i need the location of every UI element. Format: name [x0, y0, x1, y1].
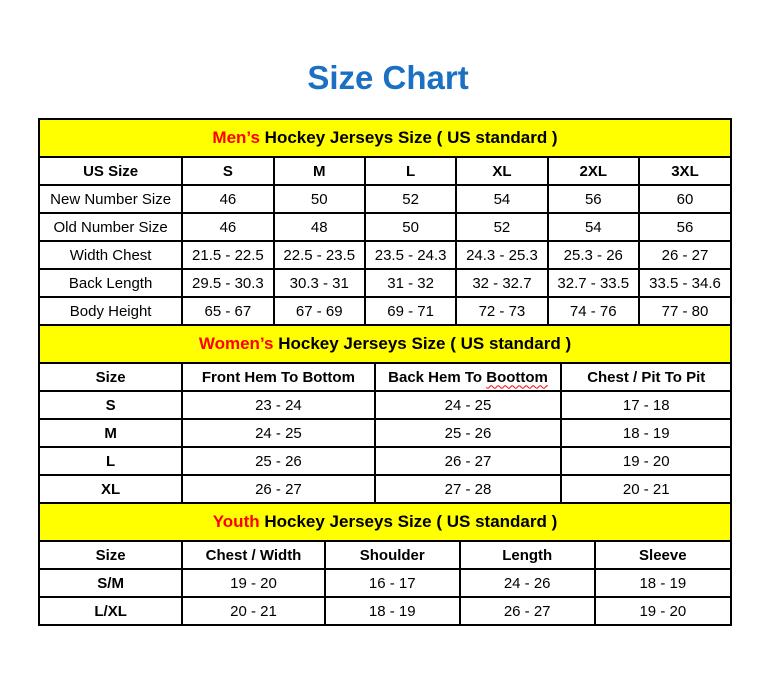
data-cell: 25 - 26: [375, 419, 562, 447]
data-cell: 23.5 - 24.3: [365, 241, 456, 269]
column-header: Chest / Width: [182, 541, 325, 569]
row-label: L/XL: [39, 597, 182, 625]
table-row: [39, 241, 731, 269]
data-cell: 26 - 27: [375, 447, 562, 475]
section-band-highlight: Youth: [212, 512, 260, 531]
data-cell: 23 - 24: [182, 391, 374, 419]
data-cell: 26 - 27: [182, 475, 374, 503]
data-cell: 24 - 25: [375, 391, 562, 419]
data-cell: 18 - 19: [325, 597, 460, 625]
data-cell: 18 - 19: [561, 419, 731, 447]
data-cell: 48: [274, 213, 365, 241]
table-row: [39, 569, 731, 597]
data-cell: 65 - 67: [182, 297, 273, 325]
data-cell: 25.3 - 26: [548, 241, 639, 269]
data-cell: 56: [548, 185, 639, 213]
data-cell: 24.3 - 25.3: [456, 241, 547, 269]
section-band-highlight: Women’s: [198, 334, 274, 353]
row-label: Width Chest: [39, 241, 182, 269]
data-cell: 32 - 32.7: [456, 269, 547, 297]
row-label: Back Length: [39, 269, 182, 297]
data-cell: 77 - 80: [639, 297, 731, 325]
column-header: Size: [39, 363, 182, 391]
column-header: Length: [460, 541, 595, 569]
data-cell: 26 - 27: [639, 241, 731, 269]
column-header: Shoulder: [325, 541, 460, 569]
data-cell: 50: [274, 185, 365, 213]
data-cell: 20 - 21: [561, 475, 731, 503]
data-cell: 60: [639, 185, 731, 213]
size-tables-container: [38, 118, 732, 626]
misspelled-word: Boottom: [486, 368, 548, 386]
column-header: [375, 363, 562, 391]
column-header: XL: [456, 157, 547, 185]
column-header: Size: [39, 541, 182, 569]
data-cell: 25 - 26: [182, 447, 374, 475]
data-cell: 16 - 17: [325, 569, 460, 597]
section-band-text: Hockey Jerseys Size ( US standard ): [259, 512, 558, 531]
table-row: [39, 475, 731, 503]
column-header: 3XL: [639, 157, 731, 185]
data-cell: 67 - 69: [274, 297, 365, 325]
column-header: Chest / Pit To Pit: [561, 363, 731, 391]
data-cell: 46: [182, 185, 273, 213]
data-cell: 22.5 - 23.5: [274, 241, 365, 269]
data-cell: 52: [365, 185, 456, 213]
data-cell: 19 - 20: [595, 597, 731, 625]
section-band: [39, 119, 731, 157]
data-cell: 56: [639, 213, 731, 241]
section-band: [39, 503, 731, 541]
data-cell: 54: [456, 185, 547, 213]
data-cell: 52: [456, 213, 547, 241]
column-header: Sleeve: [595, 541, 731, 569]
data-cell: 19 - 20: [182, 569, 325, 597]
row-label: XL: [39, 475, 182, 503]
row-label: M: [39, 419, 182, 447]
data-cell: 17 - 18: [561, 391, 731, 419]
column-header: US Size: [39, 157, 182, 185]
data-cell: 20 - 21: [182, 597, 325, 625]
data-cell: 18 - 19: [595, 569, 731, 597]
data-cell: 46: [182, 213, 273, 241]
column-header: Front Hem To Bottom: [182, 363, 374, 391]
data-cell: 50: [365, 213, 456, 241]
column-header: 2XL: [548, 157, 639, 185]
section-band-row: [39, 119, 731, 157]
table-row: [39, 297, 731, 325]
data-cell: 26 - 27: [460, 597, 595, 625]
column-header-row: [39, 363, 731, 391]
section-band-row: [39, 325, 731, 363]
row-label: S/M: [39, 569, 182, 597]
data-cell: 30.3 - 31: [274, 269, 365, 297]
womens-size-table: [38, 324, 732, 504]
row-label: Old Number Size: [39, 213, 182, 241]
page-title: Size Chart: [307, 59, 469, 96]
data-cell: 32.7 - 33.5: [548, 269, 639, 297]
table-row: [39, 185, 731, 213]
youth-size-table: [38, 502, 732, 626]
row-label: New Number Size: [39, 185, 182, 213]
section-band-row: [39, 503, 731, 541]
table-row: [39, 269, 731, 297]
data-cell: 74 - 76: [548, 297, 639, 325]
row-label: Body Height: [39, 297, 182, 325]
data-cell: 24 - 25: [182, 419, 374, 447]
table-row: [39, 213, 731, 241]
section-band-highlight: Men’s: [212, 128, 260, 147]
data-cell: 19 - 20: [561, 447, 731, 475]
section-band: [39, 325, 731, 363]
column-header-row: [39, 157, 731, 185]
data-cell: 21.5 - 22.5: [182, 241, 273, 269]
data-cell: 31 - 32: [365, 269, 456, 297]
column-header-text: Back Hem To: [388, 368, 487, 386]
table-row: [39, 597, 731, 625]
column-header: M: [274, 157, 365, 185]
column-header-row: [39, 541, 731, 569]
table-row: [39, 419, 731, 447]
data-cell: 72 - 73: [456, 297, 547, 325]
data-cell: 27 - 28: [375, 475, 562, 503]
row-label: S: [39, 391, 182, 419]
row-label: L: [39, 447, 182, 475]
table-row: [39, 391, 731, 419]
section-band-text: Hockey Jerseys Size ( US standard ): [259, 128, 558, 147]
data-cell: 24 - 26: [460, 569, 595, 597]
data-cell: 29.5 - 30.3: [182, 269, 273, 297]
table-row: [39, 447, 731, 475]
data-cell: 69 - 71: [365, 297, 456, 325]
data-cell: 33.5 - 34.6: [639, 269, 731, 297]
column-header: L: [365, 157, 456, 185]
section-band-text: Hockey Jerseys Size ( US standard ): [273, 334, 572, 353]
data-cell: 54: [548, 213, 639, 241]
mens-size-table: [38, 118, 732, 326]
column-header: S: [182, 157, 273, 185]
